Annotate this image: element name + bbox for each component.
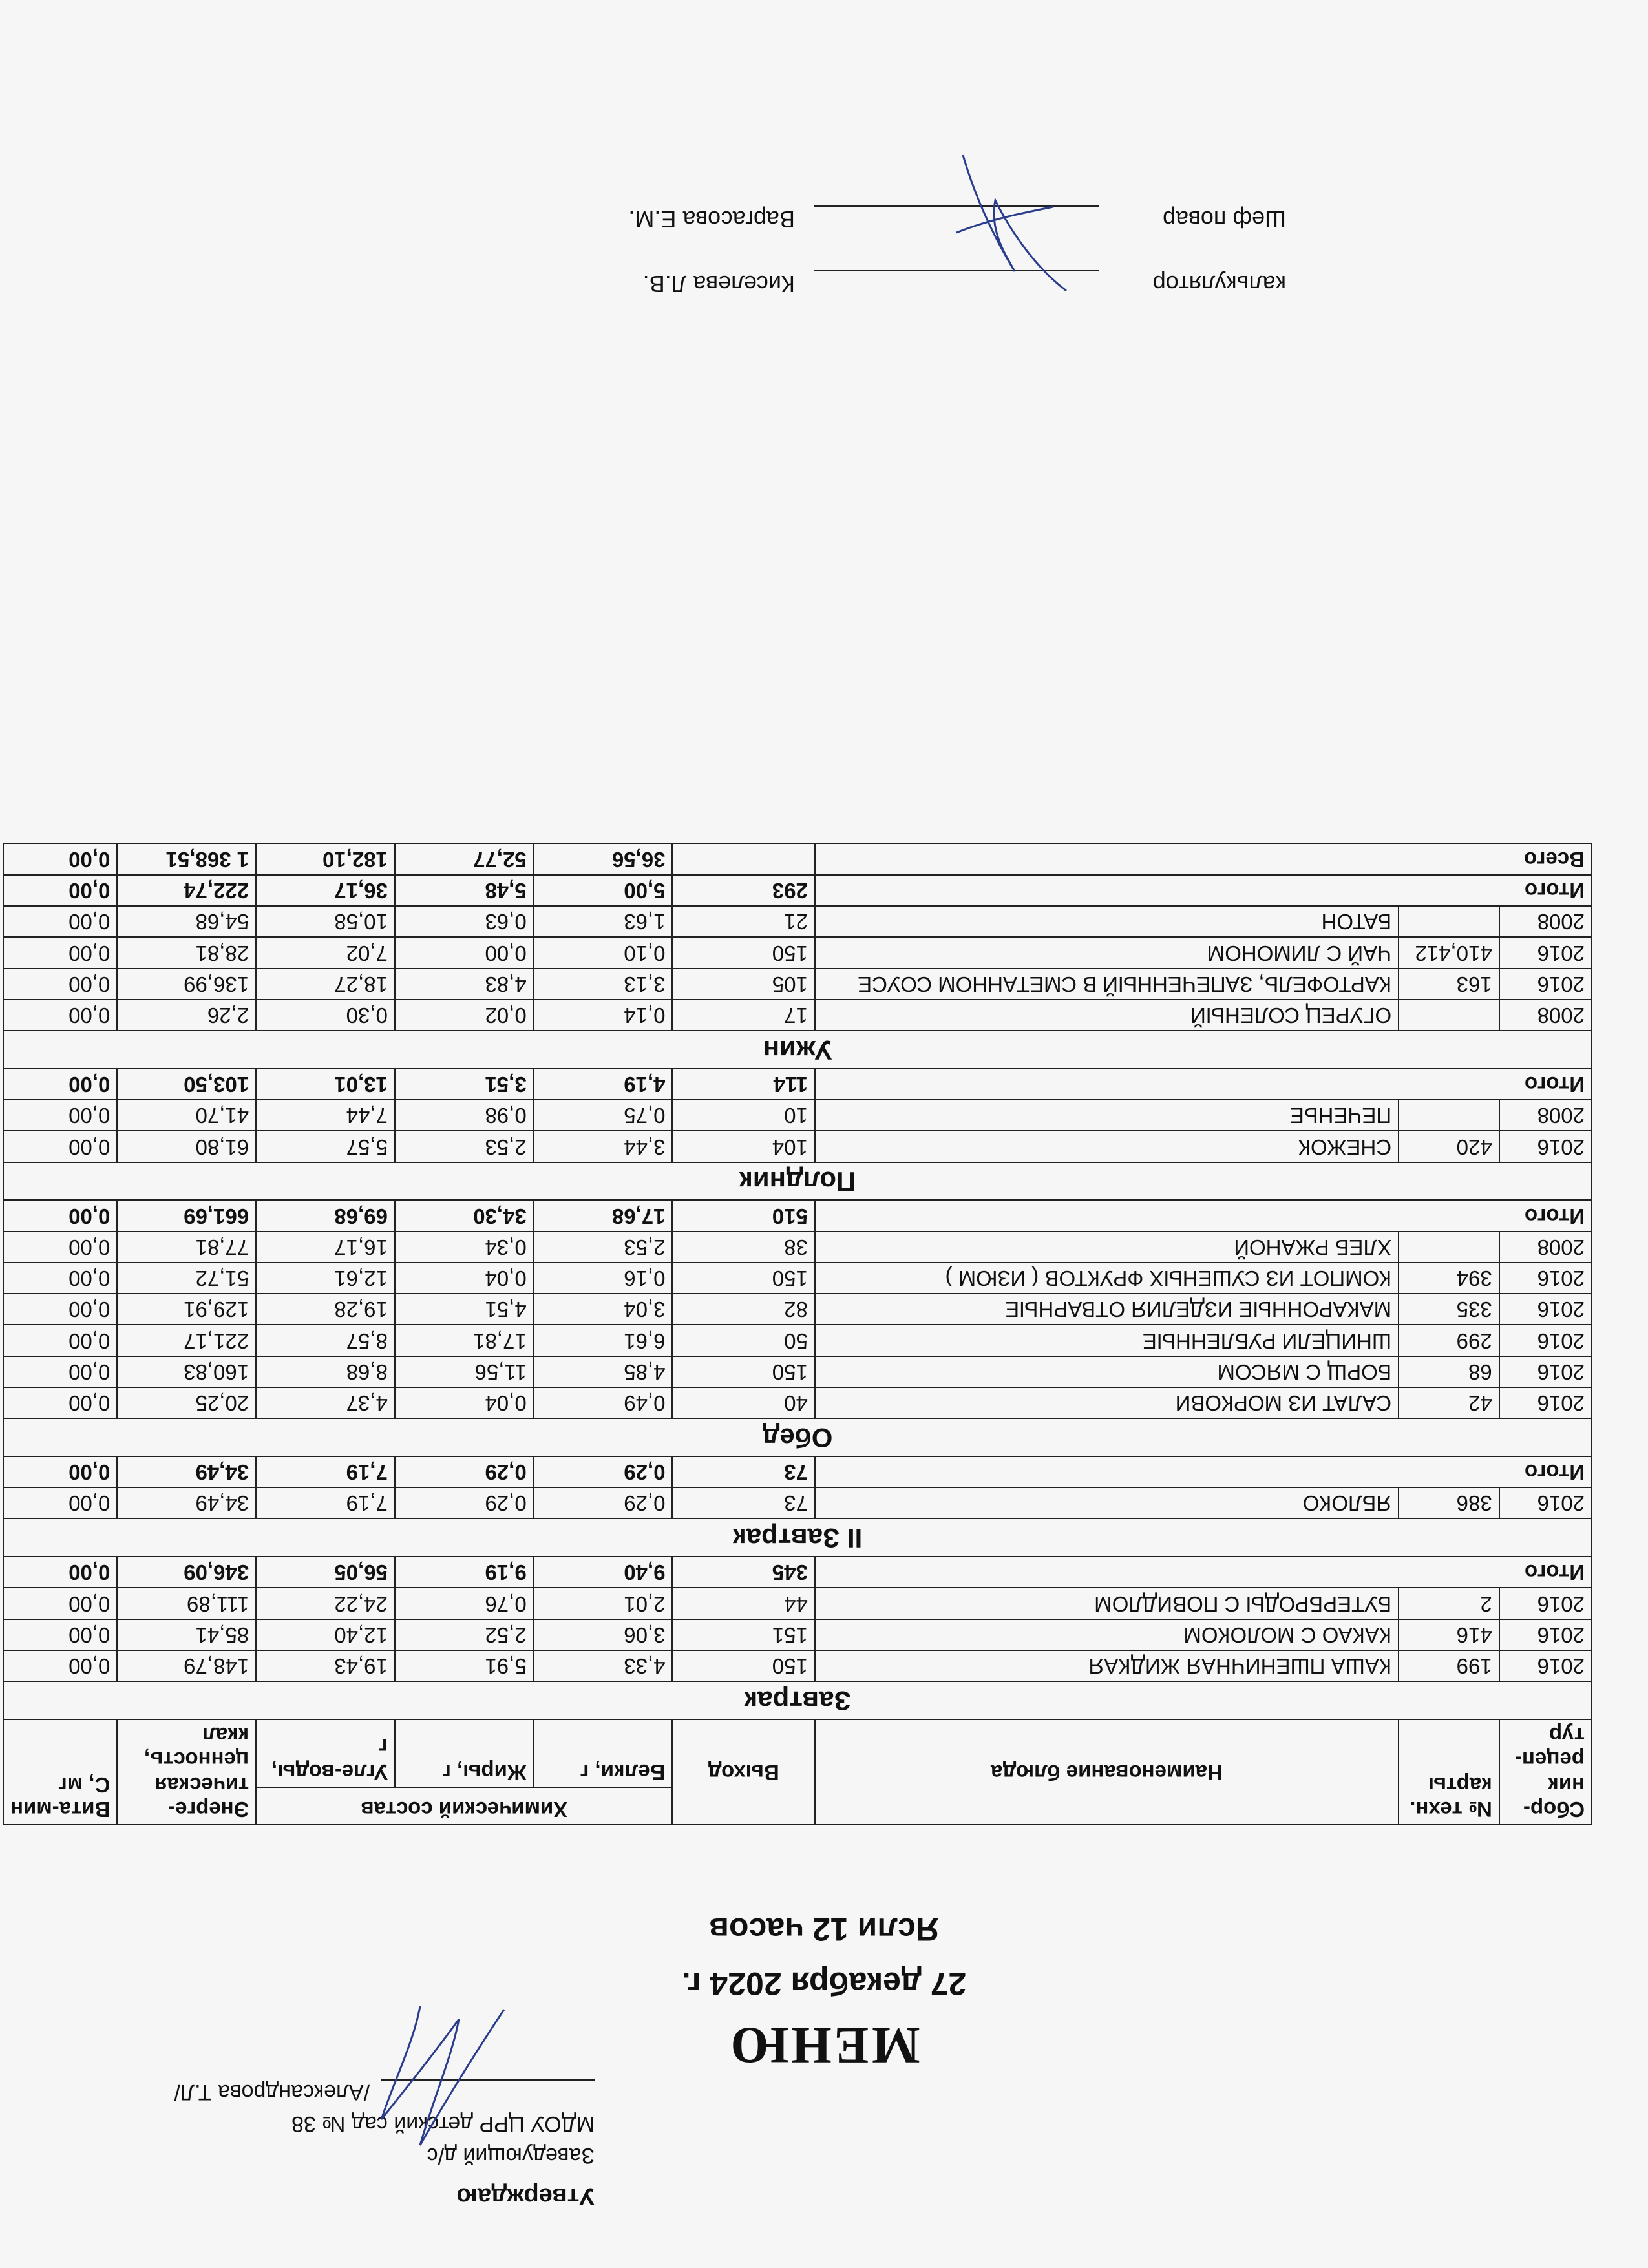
collection-year-cell: 2016 bbox=[1499, 1588, 1592, 1619]
grand-total-fat-cell: 52,77 bbox=[395, 844, 534, 875]
output-cell: 150 bbox=[673, 1356, 815, 1387]
total-fat-cell: 3,51 bbox=[395, 1069, 534, 1100]
document-heading bbox=[0, 1911, 1648, 2074]
protein-cell: 1,63 bbox=[534, 906, 673, 937]
collection-year-cell: 2016 bbox=[1499, 1619, 1592, 1650]
total-carbs-cell: 56,05 bbox=[256, 1557, 395, 1588]
table-row bbox=[3, 1487, 1592, 1518]
protein-cell: 6,61 bbox=[534, 1325, 673, 1356]
energy-cell: 51,72 bbox=[117, 1263, 256, 1294]
grand-total-row bbox=[3, 844, 1592, 875]
grand-total-label-cell: Всего bbox=[815, 844, 1592, 875]
table-row bbox=[3, 1232, 1592, 1263]
energy-cell: 54,68 bbox=[117, 906, 256, 937]
card-number-cell: 410,412 bbox=[1399, 937, 1499, 968]
output-cell: 82 bbox=[673, 1294, 815, 1325]
protein-cell: 0,49 bbox=[534, 1387, 673, 1418]
collection-year-cell: 2016 bbox=[1499, 937, 1592, 968]
protein-cell: 4,85 bbox=[534, 1356, 673, 1387]
total-protein-cell: 9,40 bbox=[534, 1557, 673, 1588]
protein-cell: 2,01 bbox=[534, 1588, 673, 1619]
grand-total-output-cell bbox=[673, 844, 815, 875]
vitamin-cell: 0,00 bbox=[3, 1356, 117, 1387]
section-title: Завтрак bbox=[3, 1681, 1592, 1719]
energy-cell: 20,25 bbox=[117, 1387, 256, 1418]
protein-cell: 3,44 bbox=[534, 1131, 673, 1162]
collection-year-cell: 2016 bbox=[1499, 1356, 1592, 1387]
section-header-row bbox=[3, 1031, 1592, 1069]
collection-year-cell: 2016 bbox=[1499, 969, 1592, 1000]
total-carbs-cell: 13,01 bbox=[256, 1069, 395, 1100]
dish-name-cell: ЯБЛОКО bbox=[815, 1487, 1399, 1518]
fat-cell: 4,83 bbox=[395, 969, 534, 1000]
output-cell: 73 bbox=[673, 1487, 815, 1518]
fat-cell: 2,53 bbox=[395, 1131, 534, 1162]
vitamin-cell: 0,00 bbox=[3, 937, 117, 968]
calculator-name: Киселева Л.В. bbox=[642, 271, 795, 297]
dish-name-cell: САЛАТ ИЗ МОРКОВИ bbox=[815, 1387, 1399, 1418]
dish-name-cell: ОГУРЕЦ СОЛЕНЫЙ bbox=[815, 1000, 1399, 1031]
section-total-row bbox=[3, 1200, 1592, 1231]
vitamin-cell: 0,00 bbox=[3, 969, 117, 1000]
total-carbs-cell: 36,17 bbox=[256, 875, 395, 906]
card-number-cell bbox=[1399, 906, 1499, 937]
protein-cell: 0,29 bbox=[534, 1487, 673, 1518]
collection-year-cell: 2008 bbox=[1499, 1232, 1592, 1263]
carbs-cell: 24,22 bbox=[256, 1588, 395, 1619]
total-label-cell: Итого bbox=[815, 1456, 1592, 1487]
vitamin-cell: 0,00 bbox=[3, 1387, 117, 1418]
protein-cell: 0,14 bbox=[534, 1000, 673, 1031]
footer-signatures bbox=[628, 168, 1286, 297]
dish-name-cell: БУТЕРБРОДЫ С ПОВИДЛОМ bbox=[815, 1588, 1399, 1619]
vitamin-cell: 0,00 bbox=[3, 1263, 117, 1294]
table-row bbox=[3, 1387, 1592, 1418]
chef-name: Варгасова Е.М. bbox=[628, 206, 795, 233]
section-title: Полдник bbox=[3, 1162, 1592, 1201]
output-cell: 105 bbox=[673, 969, 815, 1000]
carbs-cell: 8,68 bbox=[256, 1356, 395, 1387]
fat-cell: 0,02 bbox=[395, 1000, 534, 1031]
table-row bbox=[3, 1294, 1592, 1325]
vitamin-cell: 0,00 bbox=[3, 1000, 117, 1031]
vitamin-cell: 0,00 bbox=[3, 1131, 117, 1162]
table-row bbox=[3, 1588, 1592, 1619]
collection-year-cell: 2008 bbox=[1499, 1000, 1592, 1031]
output-cell: 21 bbox=[673, 906, 815, 937]
vitamin-cell: 0,00 bbox=[3, 1232, 117, 1263]
vitamin-cell: 0,00 bbox=[3, 906, 117, 937]
total-label-cell: Итого bbox=[815, 1069, 1592, 1100]
protein-cell: 2,53 bbox=[534, 1232, 673, 1263]
fat-cell: 0,00 bbox=[395, 937, 534, 968]
fat-cell: 17,81 bbox=[395, 1325, 534, 1356]
vitamin-cell: 0,00 bbox=[3, 1325, 117, 1356]
table-row bbox=[3, 1000, 1592, 1031]
fat-cell: 11,56 bbox=[395, 1356, 534, 1387]
collection-year-cell: 2016 bbox=[1499, 1131, 1592, 1162]
carbs-cell: 12,40 bbox=[256, 1619, 395, 1650]
card-number-cell: 386 bbox=[1399, 1487, 1499, 1518]
col-output: Выход bbox=[673, 1719, 815, 1825]
col-chemical-composition: Химический состав bbox=[256, 1787, 672, 1825]
fat-cell: 0,98 bbox=[395, 1100, 534, 1131]
menu-table bbox=[3, 843, 1592, 1826]
total-label-cell: Итого bbox=[815, 1200, 1592, 1231]
vitamin-cell: 0,00 bbox=[3, 1294, 117, 1325]
output-cell: 40 bbox=[673, 1387, 815, 1418]
card-number-cell: 335 bbox=[1399, 1294, 1499, 1325]
carbs-cell: 19,43 bbox=[256, 1650, 395, 1681]
card-number-cell: 394 bbox=[1399, 1263, 1499, 1294]
dish-name-cell: ХЛЕБ РЖАНОЙ bbox=[815, 1232, 1399, 1263]
card-number-cell: 163 bbox=[1399, 969, 1499, 1000]
carbs-cell: 7,02 bbox=[256, 937, 395, 968]
carbs-cell: 18,27 bbox=[256, 969, 395, 1000]
section-total-row bbox=[3, 875, 1592, 906]
document-title: МЕНЮ bbox=[728, 2017, 920, 2074]
carbs-cell: 5,57 bbox=[256, 1131, 395, 1162]
energy-cell: 136,99 bbox=[117, 969, 256, 1000]
total-protein-cell: 17,68 bbox=[534, 1200, 673, 1231]
col-protein: Белки, г bbox=[534, 1719, 673, 1787]
dish-name-cell: БАТОН bbox=[815, 906, 1399, 937]
table-row bbox=[3, 1356, 1592, 1387]
table-row bbox=[3, 906, 1592, 937]
total-energy-cell: 222,74 bbox=[117, 875, 256, 906]
protein-cell: 0,75 bbox=[534, 1100, 673, 1131]
approval-signer: /Александрова Т.Л/ bbox=[174, 2080, 370, 2105]
total-fat-cell: 9,19 bbox=[395, 1557, 534, 1588]
collection-year-cell: 2016 bbox=[1499, 1294, 1592, 1325]
table-row bbox=[3, 937, 1592, 968]
total-fat-cell: 34,30 bbox=[395, 1200, 534, 1231]
fat-cell: 0,34 bbox=[395, 1232, 534, 1263]
energy-cell: 2,26 bbox=[117, 1000, 256, 1031]
energy-cell: 85,41 bbox=[117, 1619, 256, 1650]
energy-cell: 111,89 bbox=[117, 1588, 256, 1619]
col-fat: Жиры, г bbox=[395, 1719, 534, 1787]
fat-cell: 0,04 bbox=[395, 1387, 534, 1418]
total-carbs-cell: 7,19 bbox=[256, 1456, 395, 1487]
card-number-cell: 2 bbox=[1399, 1588, 1499, 1619]
output-cell: 10 bbox=[673, 1100, 815, 1131]
energy-cell: 221,17 bbox=[117, 1325, 256, 1356]
energy-cell: 77,81 bbox=[117, 1232, 256, 1263]
energy-cell: 41,70 bbox=[117, 1100, 256, 1131]
fat-cell: 0,76 bbox=[395, 1588, 534, 1619]
energy-cell: 160,83 bbox=[117, 1356, 256, 1387]
total-energy-cell: 661,69 bbox=[117, 1200, 256, 1231]
card-number-cell: 199 bbox=[1399, 1650, 1499, 1681]
collection-year-cell: 2008 bbox=[1499, 906, 1592, 937]
chef-role: Шеф повар bbox=[1163, 206, 1286, 233]
carbs-cell: 7,44 bbox=[256, 1100, 395, 1131]
protein-cell: 4,33 bbox=[534, 1650, 673, 1681]
collection-year-cell: 2016 bbox=[1499, 1263, 1592, 1294]
section-title: II Завтрак bbox=[3, 1518, 1592, 1557]
protein-cell: 3,04 bbox=[534, 1294, 673, 1325]
card-number-cell bbox=[1399, 1100, 1499, 1131]
carbs-cell: 0,30 bbox=[256, 1000, 395, 1031]
total-label-cell: Итого bbox=[815, 1557, 1592, 1588]
calculator-role: калькулятор bbox=[1152, 271, 1286, 297]
output-cell: 150 bbox=[673, 1650, 815, 1681]
total-energy-cell: 346,09 bbox=[117, 1557, 256, 1588]
chef-handwritten-signature-icon bbox=[937, 142, 1092, 310]
group-name: Ясли 12 часов bbox=[709, 1911, 939, 1948]
card-number-cell bbox=[1399, 1000, 1499, 1031]
section-total-row bbox=[3, 1557, 1592, 1588]
col-card-number: № техн. карты bbox=[1399, 1719, 1499, 1825]
protein-cell: 0,16 bbox=[534, 1263, 673, 1294]
collection-year-cell: 2016 bbox=[1499, 1387, 1592, 1418]
section-header-row bbox=[3, 1418, 1592, 1456]
approval-position: Заведующий д/с bbox=[427, 2143, 595, 2168]
grand-total-carbs-cell: 182,10 bbox=[256, 844, 395, 875]
output-cell: 151 bbox=[673, 1619, 815, 1650]
total-fat-cell: 0,29 bbox=[395, 1456, 534, 1487]
total-output-cell: 345 bbox=[673, 1557, 815, 1588]
carbs-cell: 12,61 bbox=[256, 1263, 395, 1294]
protein-cell: 3,13 bbox=[534, 969, 673, 1000]
section-total-row bbox=[3, 1456, 1592, 1487]
fat-cell: 5,91 bbox=[395, 1650, 534, 1681]
col-carbs: Угле-воды, г bbox=[256, 1719, 395, 1787]
fat-cell: 0,04 bbox=[395, 1263, 534, 1294]
section-header-row bbox=[3, 1681, 1592, 1719]
card-number-cell: 420 bbox=[1399, 1131, 1499, 1162]
carbs-cell: 19,28 bbox=[256, 1294, 395, 1325]
collection-year-cell: 2016 bbox=[1499, 1325, 1592, 1356]
dish-name-cell: МАКАРОННЫЕ ИЗДЕЛИЯ ОТВАРНЫЕ bbox=[815, 1294, 1399, 1325]
dish-name-cell: БОРЩ С МЯСОМ bbox=[815, 1356, 1399, 1387]
card-number-cell: 299 bbox=[1399, 1325, 1499, 1356]
approval-title: Утверждаю bbox=[456, 2183, 595, 2210]
carbs-cell: 7,19 bbox=[256, 1487, 395, 1518]
total-protein-cell: 0,29 bbox=[534, 1456, 673, 1487]
collection-year-cell: 2016 bbox=[1499, 1650, 1592, 1681]
document-date: 27 декабря 2024 г. bbox=[681, 1966, 967, 2002]
grand-total-energy-cell: 1 368,51 bbox=[117, 844, 256, 875]
collection-year-cell: 2008 bbox=[1499, 1100, 1592, 1131]
table-row bbox=[3, 1131, 1592, 1162]
section-total-row bbox=[3, 1069, 1592, 1100]
dish-name-cell: КАКАО С МОЛОКОМ bbox=[815, 1619, 1399, 1650]
total-fat-cell: 5,48 bbox=[395, 875, 534, 906]
energy-cell: 28,81 bbox=[117, 937, 256, 968]
col-vitamin-c: Вита-мин С, мг bbox=[3, 1719, 117, 1825]
card-number-cell: 42 bbox=[1399, 1387, 1499, 1418]
fat-cell: 4,51 bbox=[395, 1294, 534, 1325]
output-cell: 38 bbox=[673, 1232, 815, 1263]
output-cell: 150 bbox=[673, 937, 815, 968]
approval-organization: МДОУ ЦРР детский сад № 38 bbox=[291, 2112, 595, 2136]
table-row bbox=[3, 1619, 1592, 1650]
output-cell: 104 bbox=[673, 1131, 815, 1162]
total-vitamin-cell: 0,00 bbox=[3, 1069, 117, 1100]
total-output-cell: 114 bbox=[673, 1069, 815, 1100]
total-label-cell: Итого bbox=[815, 875, 1592, 906]
total-energy-cell: 103,50 bbox=[117, 1069, 256, 1100]
carbs-cell: 10,58 bbox=[256, 906, 395, 937]
col-dish-name: Наименование блюда bbox=[815, 1719, 1399, 1825]
output-cell: 150 bbox=[673, 1263, 815, 1294]
card-number-cell: 68 bbox=[1399, 1356, 1499, 1387]
vitamin-cell: 0,00 bbox=[3, 1487, 117, 1518]
collection-year-cell: 2016 bbox=[1499, 1487, 1592, 1518]
output-cell: 44 bbox=[673, 1588, 815, 1619]
card-number-cell: 416 bbox=[1399, 1619, 1499, 1650]
total-output-cell: 73 bbox=[673, 1456, 815, 1487]
table-header bbox=[3, 1719, 1592, 1825]
energy-cell: 61,80 bbox=[117, 1131, 256, 1162]
carbs-cell: 4,37 bbox=[256, 1387, 395, 1418]
col-collection: Сбор-ник рецеп-тур bbox=[1499, 1719, 1592, 1825]
vitamin-cell: 0,00 bbox=[3, 1100, 117, 1131]
vitamin-cell: 0,00 bbox=[3, 1650, 117, 1681]
carbs-cell: 16,17 bbox=[256, 1232, 395, 1263]
dish-name-cell: ШНИЦЕЛИ РУБЛЕННЫЕ bbox=[815, 1325, 1399, 1356]
dish-name-cell: ПЕЧЕНЬЕ bbox=[815, 1100, 1399, 1131]
total-protein-cell: 4,19 bbox=[534, 1069, 673, 1100]
section-header-row bbox=[3, 1518, 1592, 1557]
fat-cell: 0,63 bbox=[395, 906, 534, 937]
approval-block bbox=[103, 2079, 595, 2210]
section-title: Ужин bbox=[3, 1031, 1592, 1069]
dish-name-cell: КАША ПШЕНИЧНАЯ ЖИДКАЯ bbox=[815, 1650, 1399, 1681]
total-energy-cell: 34,49 bbox=[117, 1456, 256, 1487]
energy-cell: 129,91 bbox=[117, 1294, 256, 1325]
table-row bbox=[3, 1325, 1592, 1356]
col-energy: Энерге-тическая ценность, ккал bbox=[117, 1719, 256, 1825]
total-vitamin-cell: 0,00 bbox=[3, 875, 117, 906]
section-header-row bbox=[3, 1162, 1592, 1201]
output-cell: 17 bbox=[673, 1000, 815, 1031]
table-row bbox=[3, 1263, 1592, 1294]
fat-cell: 2,52 bbox=[395, 1619, 534, 1650]
carbs-cell: 8,57 bbox=[256, 1325, 395, 1356]
dish-name-cell: СНЕЖОК bbox=[815, 1131, 1399, 1162]
dish-name-cell: КАРТОФЕЛЬ, ЗАПЕЧЕННЫЙ В СМЕТАННОМ СОУСЕ bbox=[815, 969, 1399, 1000]
table-row bbox=[3, 1100, 1592, 1131]
total-vitamin-cell: 0,00 bbox=[3, 1456, 117, 1487]
total-output-cell: 510 bbox=[673, 1200, 815, 1231]
total-vitamin-cell: 0,00 bbox=[3, 1200, 117, 1231]
section-title: Обед bbox=[3, 1418, 1592, 1456]
vitamin-cell: 0,00 bbox=[3, 1588, 117, 1619]
dish-name-cell: КОМПОТ ИЗ СУШЕНЫХ ФРУКТОВ ( ИЗЮМ ) bbox=[815, 1263, 1399, 1294]
table-row bbox=[3, 969, 1592, 1000]
protein-cell: 3,06 bbox=[534, 1619, 673, 1650]
energy-cell: 148,79 bbox=[117, 1650, 256, 1681]
card-number-cell bbox=[1399, 1232, 1499, 1263]
dish-name-cell: ЧАЙ С ЛИМОНОМ bbox=[815, 937, 1399, 968]
total-vitamin-cell: 0,00 bbox=[3, 1557, 117, 1588]
grand-total-protein-cell: 36,56 bbox=[534, 844, 673, 875]
output-cell: 50 bbox=[673, 1325, 815, 1356]
table-body bbox=[3, 844, 1592, 1719]
total-carbs-cell: 69,68 bbox=[256, 1200, 395, 1231]
total-output-cell: 293 bbox=[673, 875, 815, 906]
vitamin-cell: 0,00 bbox=[3, 1619, 117, 1650]
table-row bbox=[3, 1650, 1592, 1681]
fat-cell: 0,29 bbox=[395, 1487, 534, 1518]
protein-cell: 0,10 bbox=[534, 937, 673, 968]
energy-cell: 34,49 bbox=[117, 1487, 256, 1518]
grand-total-vitamin-cell: 0,00 bbox=[3, 844, 117, 875]
total-protein-cell: 5,00 bbox=[534, 875, 673, 906]
